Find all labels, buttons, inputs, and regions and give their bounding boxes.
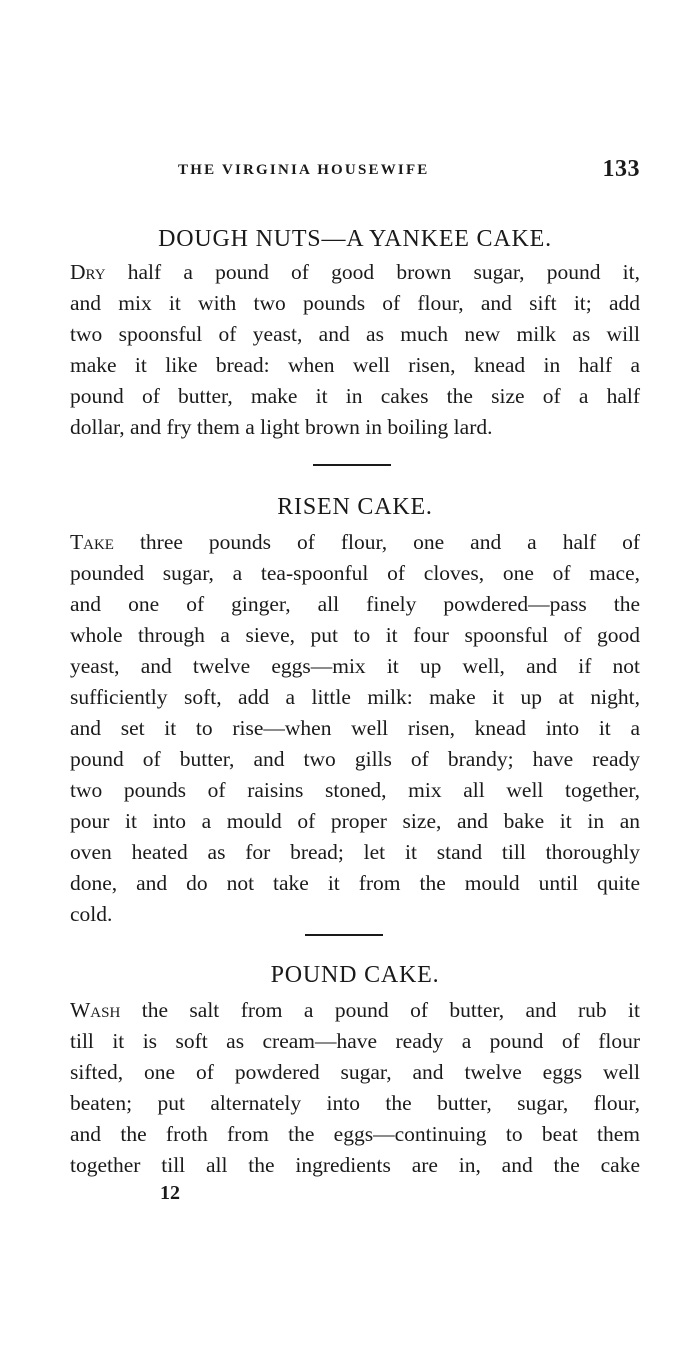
text-line: and one of ginger, all finely powdered—pass the — [70, 592, 640, 616]
recipe-title-pound-cake: POUND CAKE. — [270, 962, 440, 988]
recipe-title-dough-nuts: DOUGH NUTS—A YANKEE CAKE. — [158, 226, 552, 252]
running-title: THE VIRGINIA HOUSEWIFE — [178, 162, 430, 178]
recipe-body-risen-cake — [70, 527, 640, 930]
text-line: dollar, and fry them a light brown in boiling lard. — [70, 415, 493, 439]
page-number: 133 — [602, 156, 640, 182]
text-line: pour it into a mould of proper size, and bake it in an — [70, 809, 640, 833]
lead-word: Take — [70, 530, 114, 554]
section-divider — [305, 934, 383, 936]
text-line: Wash the salt from a pound of butter, and rub it — [70, 998, 640, 1022]
text-line: pound of butter, and two gills of brandy; have ready — [70, 747, 640, 771]
text-line: and mix it with two pounds of flour, and sift it; add — [70, 291, 640, 315]
lead-word: Dry — [70, 260, 106, 284]
lead-word: Wash — [70, 998, 121, 1022]
text-line: Dry half a pound of good brown sugar, pound it, — [70, 260, 640, 284]
text-line: done, and do not take it from the mould until quite — [70, 871, 640, 895]
text-line: two pounds of raisins stoned, mix all well together, — [70, 778, 640, 802]
text-line: cold. — [70, 902, 113, 926]
text-line: till it is soft as cream—have ready a pound of flour — [70, 1029, 640, 1053]
signature-mark: 12 — [160, 1182, 180, 1204]
text-line: Take three pounds of flour, one and a half of — [70, 530, 640, 554]
text-line: together till all the ingredients are in, and the cake — [70, 1153, 640, 1177]
section-divider — [313, 464, 391, 466]
text-line: and the froth from the eggs—continuing to beat them — [70, 1122, 640, 1146]
text-line: pound of butter, make it in cakes the size of a half — [70, 384, 640, 408]
text-line: oven heated as for bread; let it stand till thoroughly — [70, 840, 640, 864]
recipe-title-risen-cake: RISEN CAKE. — [277, 494, 433, 520]
text-line: whole through a sieve, put to it four spoonsful of good — [70, 623, 640, 647]
recipe-body-pound-cake — [70, 995, 640, 1181]
text-line: sufficiently soft, add a little milk: make it up at night, — [70, 685, 640, 709]
text-line: yeast, and twelve eggs—mix it up well, and if not — [70, 654, 640, 678]
text-line: and set it to rise—when well risen, knead into it a — [70, 716, 640, 740]
recipe-body-dough-nuts — [70, 257, 640, 443]
text-line: sifted, one of powdered sugar, and twelve eggs well — [70, 1060, 640, 1084]
text-line: two spoonsful of yeast, and as much new milk as will — [70, 322, 640, 346]
page-header — [70, 156, 640, 190]
text-line: make it like bread: when well risen, knead in half a — [70, 353, 640, 377]
text-line: pounded sugar, a tea-spoonful of cloves, one of mace, — [70, 561, 640, 585]
text-line: beaten; put alternately into the butter, sugar, flour, — [70, 1091, 640, 1115]
